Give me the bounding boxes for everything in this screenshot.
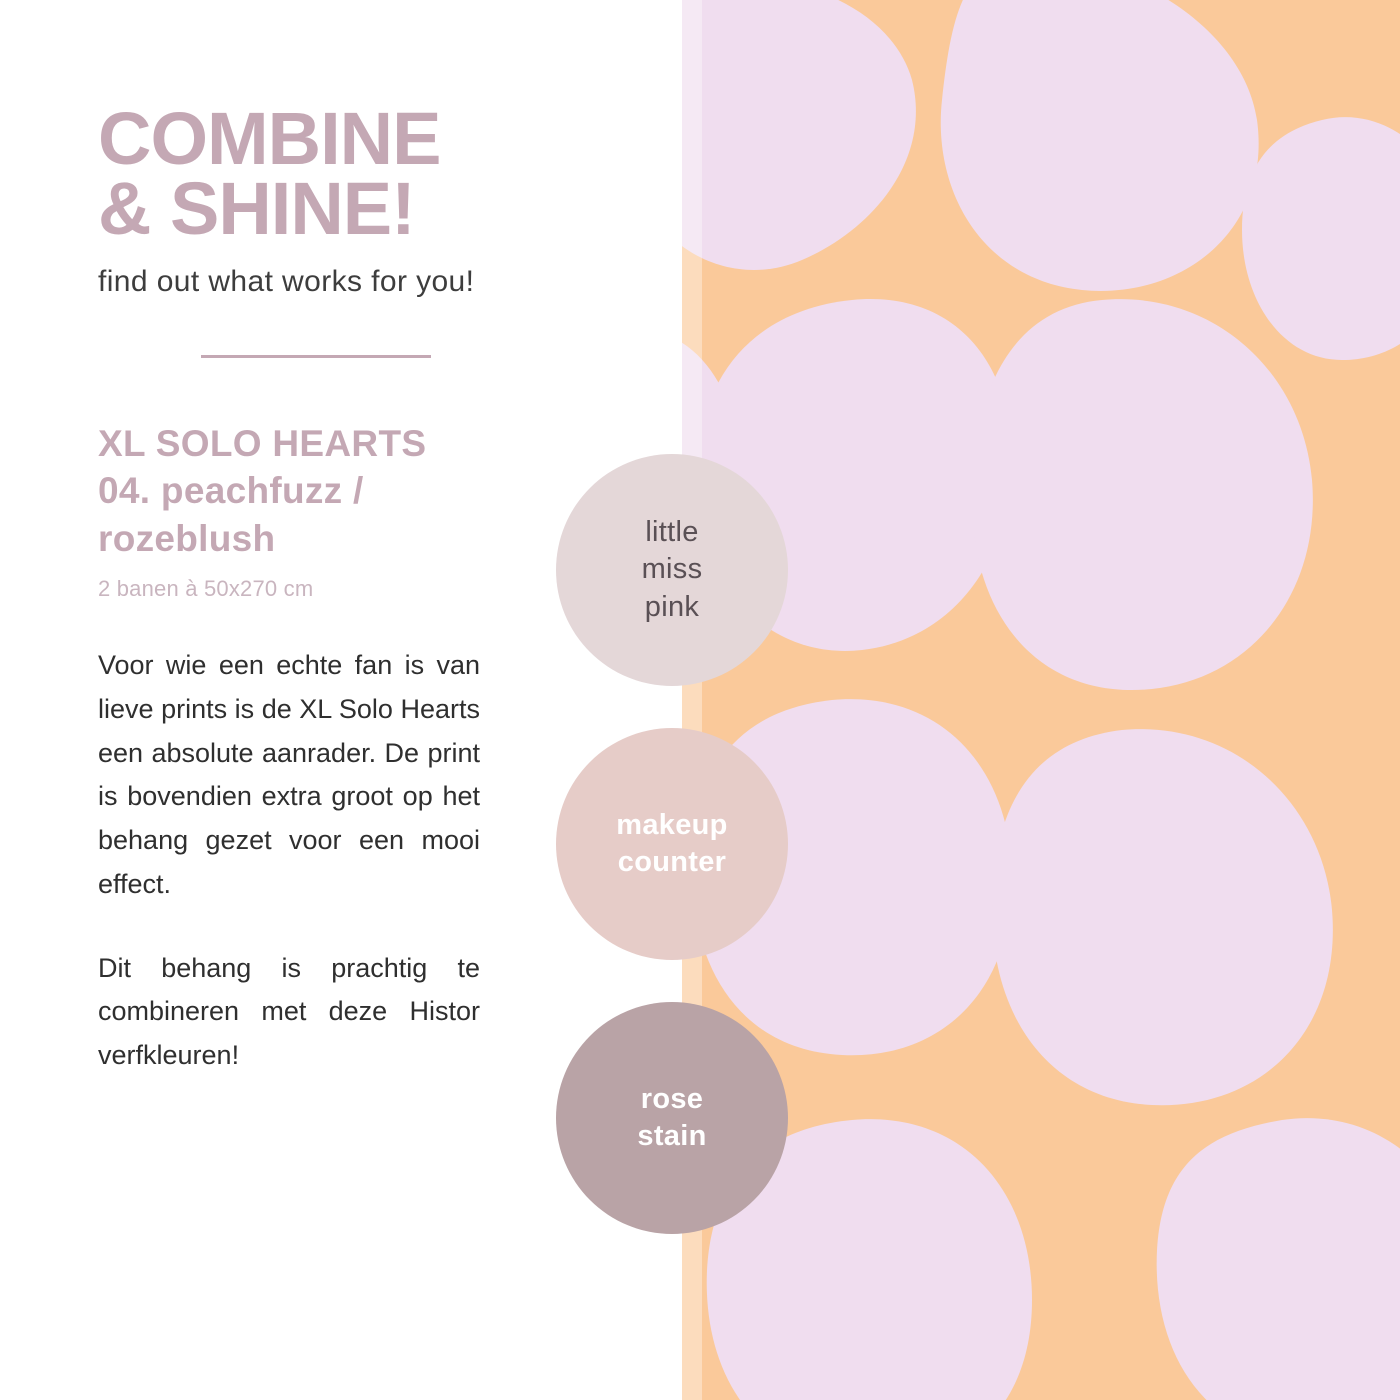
product-title <box>98 420 598 562</box>
headline <box>98 97 598 250</box>
headline-line-1: COMBINE <box>98 97 441 180</box>
color-swatch-little-miss-pink[interactable] <box>556 454 788 686</box>
text-column <box>98 0 598 1400</box>
swatch-label-line-2: stain <box>637 1120 707 1152</box>
headline-line-2: & SHINE! <box>98 166 415 250</box>
swatch-label-line-1: rose <box>640 1082 704 1115</box>
product-title-line-2: 04. peachfuzz / <box>98 470 364 512</box>
product-title-line-1: XL SOLO HEARTS <box>98 423 427 465</box>
wallpaper-pattern <box>682 0 1400 1400</box>
swatch-label-line-3: pink <box>644 590 700 623</box>
product-title-line-3: rozeblush <box>98 517 276 559</box>
color-swatch-rose-stain[interactable] <box>556 1002 788 1234</box>
color-swatch-makeup-counter[interactable] <box>556 728 788 960</box>
body-paragraph-2: Dit behang is prachtig te combineren met deze Histor verfkleuren! <box>98 952 480 1071</box>
swatch-label-line-1: little <box>645 516 699 549</box>
product-dimensions: 2 banen à 50x270 cm <box>98 576 314 602</box>
body-paragraph-1: Voor wie een echte fan is van lieve prints is de XL Solo Hearts een absolute aanrader. De print is bovendien extra groot op het behang gezet voor een mooi effect. <box>98 650 480 899</box>
wallpaper-image <box>682 0 1400 1400</box>
divider <box>201 355 431 358</box>
swatch-label-line-2: miss <box>641 553 703 586</box>
headline-subtitle: find out what works for you! <box>98 265 475 299</box>
swatch-label-line-1: makeup <box>616 808 728 841</box>
swatch-label-line-2: counter <box>617 846 727 878</box>
